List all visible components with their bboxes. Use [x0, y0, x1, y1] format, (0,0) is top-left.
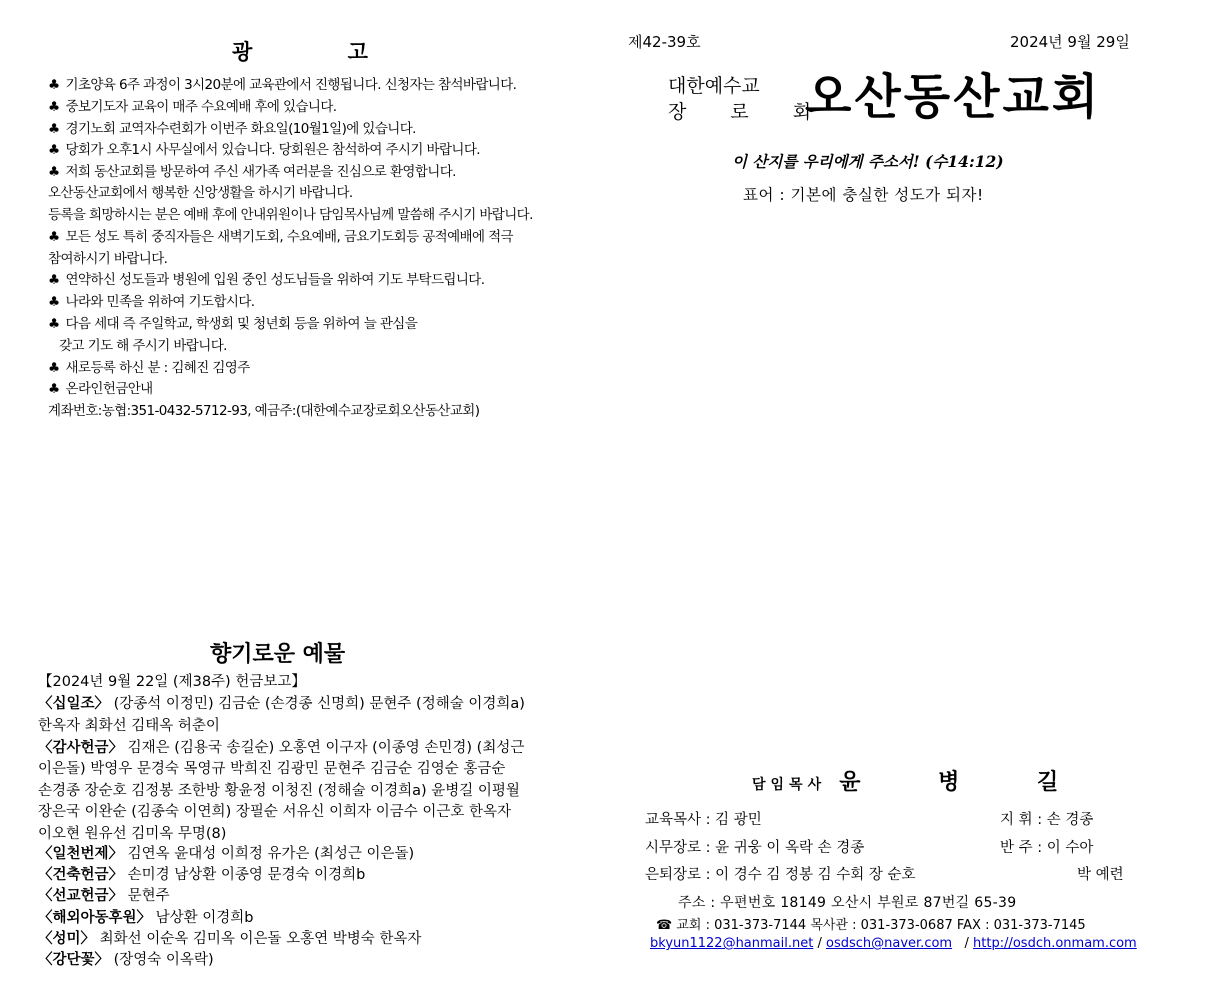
ad-text: 모든 성도 특히 중직자들은 새벽기도회, 수요예배, 금요기도회등 공적예배에 적극: [65, 229, 513, 245]
ad-text: 계좌번호:농협:351-0432-5712-93, 예금주:(대한예수교장로회오산동산교회): [48, 403, 480, 419]
ad-item: [48, 73, 516, 93]
ad-text: 오산동산교회에서 행복한 신앙생활을 하시기 바랍니다.: [48, 185, 353, 201]
ad-item: [48, 268, 484, 288]
offering-category: 〈감사헌금〉: [38, 740, 124, 756]
active-elders: 시무장로 : 윤 귀웅 이 옥락 손 경종: [645, 840, 865, 856]
ad-text: 나라와 민족을 위하여 기도합시다.: [65, 294, 255, 310]
church-name: 오산동산교회: [805, 69, 1102, 125]
contact-phones: [656, 914, 1086, 933]
club-icon: ♣: [48, 229, 60, 245]
education-pastor: 교육목사 : 김 광민: [645, 812, 762, 828]
ad-item: [48, 334, 227, 354]
offering-names: 문현주: [123, 888, 170, 904]
offering-line: [38, 670, 306, 691]
email-link-1[interactable]: bkyun1122@hanmail.net: [650, 936, 814, 951]
issue-number: 제42-39호: [628, 33, 701, 51]
offering-line: [38, 842, 414, 863]
ad-text: 연약하신 성도들과 병원에 입원 중인 성도님들을 위하여 기도 부탁드립니다.: [65, 272, 485, 288]
offering-line: [38, 736, 524, 757]
ad-text: 중보기도자 교육이 매주 수요예배 후에 있습니다.: [65, 99, 337, 115]
offering-line: [38, 948, 214, 969]
club-icon: ♣: [48, 272, 60, 288]
denomination-line1: 대한예수교: [668, 75, 760, 97]
ad-item: [48, 290, 254, 310]
ad-item: [48, 225, 513, 245]
offering-line: [38, 927, 421, 948]
website-link[interactable]: http://osdch.onmam.com: [973, 936, 1137, 951]
offering-line: [38, 779, 520, 800]
ad-text: 새로등록 하신 분 : 김혜진 김영주: [65, 360, 250, 376]
ad-text: 저희 동산교회를 방문하여 주신 새가족 여러분을 진심으로 환영합니다.: [65, 164, 456, 180]
club-icon: ♣: [48, 316, 60, 332]
offering-names: 장은국 이완순 (김종숙 이연희) 장필순 서유신 이희자 이금수 이근호 한옥자: [38, 804, 512, 820]
offering-names: 손경종 장순호 김정봉 조한방 황윤정 이청진 (정해술 이경희a) 윤병길 이평월: [38, 783, 520, 799]
ad-text: 경기노회 교역자수련회가 이번주 화요일(10월1일)에 있습니다.: [65, 121, 416, 137]
email-link-2[interactable]: osdsch@naver.com: [826, 936, 953, 951]
pastor-label: 담임목사: [752, 777, 827, 793]
ad-item: [48, 160, 456, 180]
ad-item: [48, 247, 167, 267]
offering-names: 김재은 (김용국 송길순) 오홍연 이구자 (이종영 손민경) (최성근: [123, 740, 525, 756]
ad-text: 기초양육 6주 과정이 3시20분에 교육관에서 진행됩니다. 신청자는 참석바랍니다.: [65, 77, 517, 93]
offering-category: 〈강단꽃〉: [38, 952, 110, 968]
ad-item: [48, 117, 416, 137]
issue-date: 2024년 9월 29일: [1010, 33, 1130, 51]
ad-item: [48, 399, 479, 419]
ad-item: [48, 356, 250, 376]
offering-line: [38, 822, 226, 843]
club-icon: ♣: [48, 142, 60, 158]
phone-numbers: 교회 : 031-373-7144 목사관 : 031-373-0687 FAX : 031-373-7145: [672, 918, 1086, 933]
conductor: 지 휘 : 손 경종: [1000, 812, 1094, 828]
offering-category: 〈선교헌금〉: [38, 888, 124, 904]
offering-names: 한옥자 최화선 김태옥 허춘이: [38, 718, 220, 734]
ad-item: [48, 377, 153, 397]
offering-category: 〈일천번제〉: [38, 846, 124, 862]
ad-text: 다음 세대 즉 주일학교, 학생회 및 청년회 등을 위하여 늘 관심을: [65, 316, 418, 332]
offering-line: [38, 714, 220, 735]
denomination-line2: 장 로 회: [668, 101, 831, 123]
offering-names: 【2024년 9월 22일 (제38주) 헌금보고】: [38, 674, 306, 690]
offering-names: (강종석 이정민) 김금순 (손경종 신명희) 문현주 (정해술 이경희a): [109, 696, 525, 712]
church-motto: 표어 : 기본에 충실한 성도가 되자!: [743, 186, 984, 204]
bible-verse: 이 산지를 우리에게 주소서! (수14:12): [732, 152, 1004, 171]
offering-names: (장영숙 이옥락): [109, 952, 214, 968]
offering-category: 〈십일조〉: [38, 696, 110, 712]
club-icon: ♣: [48, 99, 60, 115]
ad-text: 온라인헌금안내: [65, 381, 153, 397]
offering-names: 손미경 남상환 이종영 문경숙 이경희b: [123, 867, 366, 883]
ad-text: 참여하시기 바랍니다.: [48, 251, 168, 267]
ads-title: 광 고: [232, 40, 412, 64]
club-icon: ♣: [48, 121, 60, 137]
offering-category: 〈성미〉: [38, 931, 96, 947]
ad-item: [48, 95, 336, 115]
offering-title: 향기로운 예물: [210, 642, 346, 667]
club-icon: ♣: [48, 294, 60, 310]
offering-names: 이은돌) 박영우 문경숙 목영규 박희진 김광민 문현주 김금순 김영순 홍금순: [38, 761, 506, 777]
offering-line: [38, 906, 254, 927]
offering-line: [38, 884, 170, 905]
ad-item: [48, 138, 480, 158]
retired-elders: 은퇴장로 : 이 경수 김 정봉 김 수회 장 순호: [645, 867, 916, 883]
offering-line: [38, 800, 511, 821]
pastor-name: 윤 병 길: [839, 770, 1094, 795]
accompanist: 반 주 : 이 수아: [1000, 840, 1094, 856]
club-icon: ♣: [48, 77, 60, 93]
offering-line: [38, 757, 505, 778]
ad-item: [48, 203, 533, 223]
club-icon: ♣: [48, 164, 60, 180]
ad-item: [48, 312, 417, 332]
offering-line: [38, 692, 525, 713]
ad-text: 갖고 기도 해 주시기 바랍니다.: [48, 338, 227, 354]
ad-item: [48, 181, 353, 201]
offering-names: 김연옥 윤대성 이희정 유가은 (최성근 이은돌): [123, 846, 415, 862]
church-address: 주소 : 우편번호 18149 오산시 부원로 87번길 65-39: [678, 895, 1017, 911]
contact-links: bkyun1122@hanmail.net / osdsch@naver.com / http://osdch.onmam.com: [650, 936, 1137, 951]
ad-text: 등록을 희망하시는 분은 예배 후에 안내위원이나 담임목사님께 말씀해 주시기 바랍니다.: [48, 207, 533, 223]
offering-names: 최화선 이순옥 김미옥 이은돌 오홍연 박병숙 한옥자: [95, 931, 422, 947]
offering-category: 〈건축헌금〉: [38, 867, 124, 883]
offering-line: [38, 863, 365, 884]
retired-elders-extra: 박 예련: [1077, 867, 1124, 883]
offering-category: 〈해외아동후원〉: [38, 910, 152, 926]
senior-pastor: [752, 765, 1093, 796]
phone-icon: ☎: [656, 918, 673, 933]
offering-names: 이오현 원유선 김미옥 무명(8): [38, 826, 227, 842]
club-icon: ♣: [48, 360, 60, 376]
ad-text: 당회가 오후1시 사무실에서 있습니다. 당회원은 참석하여 주시기 바랍니다.: [65, 142, 480, 158]
offering-names: 남상환 이경희b: [151, 910, 254, 926]
club-icon: ♣: [48, 381, 60, 397]
